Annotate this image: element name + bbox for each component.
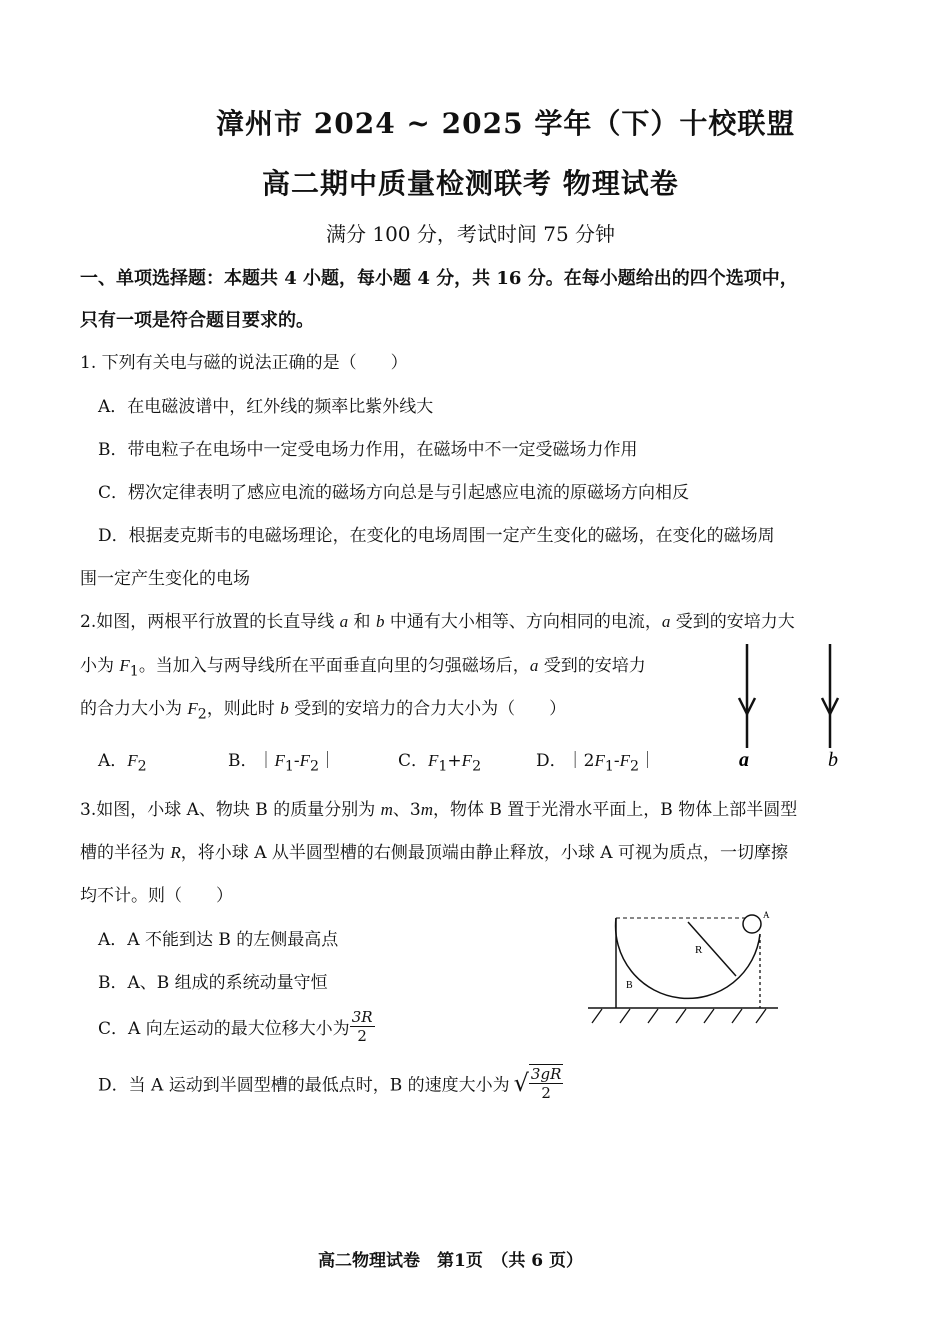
q2-option-d <box>536 746 656 774</box>
text: 中通有大小相等、方向相同的电流， <box>384 612 662 632</box>
var-f: F <box>127 751 138 770</box>
wire-label-b: b <box>828 749 838 771</box>
sub: 2 <box>630 758 640 775</box>
q3-stem-line-1 <box>80 795 797 820</box>
q3-option-d <box>98 1064 563 1102</box>
exam-info: 满分 100 分，考试时间 75 分钟 <box>326 222 616 246</box>
text: 、3 <box>392 800 421 820</box>
denominator: 2 <box>541 1084 551 1102</box>
text: ，则此时 <box>206 699 281 719</box>
sub: 1 <box>129 663 139 680</box>
q3-option-a: A．A 不能到达 B 的左侧最高点 <box>98 930 339 950</box>
var-a: a <box>339 612 349 631</box>
text: ，物体 B 置于光滑水平面上，B 物体上部半圆型 <box>433 800 798 820</box>
ground-hatching <box>592 1009 766 1023</box>
text: 受到的安培力 <box>538 656 646 676</box>
text: 3.如图，小球 A、物块 B 的质量分别为 <box>80 800 381 820</box>
q2-stem-line-3 <box>80 694 566 722</box>
q1-option-d-line-2: 围一定产生变化的电场 <box>80 569 250 589</box>
var-r: R <box>170 843 181 862</box>
numerator: 3gR <box>530 1065 562 1083</box>
fraction-3gr-over-2 <box>529 1064 563 1102</box>
q1-option-a: A．在电磁波谱中，红外线的频率比紫外线大 <box>98 397 434 417</box>
var-b: b <box>375 612 385 631</box>
q3-option-b: B．A、B 组成的系统动量守恒 <box>98 973 328 993</box>
q2-option-a <box>98 746 147 774</box>
sub: 1 <box>438 758 448 775</box>
q3-stem-line-2 <box>80 838 788 863</box>
text: 的合力大小为 <box>80 699 188 719</box>
label: C． <box>398 751 429 771</box>
q1-option-b: B．带电粒子在电场中一定受电场力作用，在磁场中不一定受磁场力作用 <box>98 440 638 460</box>
sub: 1 <box>604 758 614 775</box>
title-line-1: 漳州市 2024 ~ 2025 学年（下）十校联盟 <box>216 107 796 140</box>
var-f: F <box>187 699 198 718</box>
minus: - <box>613 751 620 771</box>
text: 槽的半径为 <box>80 843 171 863</box>
q1-stem: 1. 下列有关电与磁的说法正确的是（ ） <box>80 353 408 373</box>
q2-wires-figure <box>720 636 870 772</box>
wire-label-a: a <box>739 749 749 771</box>
text: 和 <box>348 612 376 632</box>
q1-option-d-line-1: D．根据麦克斯韦的电磁场理论，在变化的电场周围一定产生变化的磁场，在变化的磁场周 <box>98 526 775 546</box>
var-f: F <box>461 751 473 770</box>
plus: + <box>447 751 462 771</box>
var-f: F <box>119 656 130 675</box>
semicircle-groove <box>616 918 760 998</box>
text: D．当 A 运动到半圆型槽的最低点时，B 的速度大小为 <box>98 1075 510 1096</box>
q3-option-c <box>98 1008 375 1045</box>
q2-option-b <box>228 746 336 774</box>
var-f: F <box>299 751 311 770</box>
sub: 2 <box>472 758 482 775</box>
q3-stem-line-3: 均不计。则（ ） <box>80 886 233 906</box>
sub: 2 <box>310 758 320 775</box>
q3-groove-figure <box>582 906 782 1032</box>
bar: ｜ <box>319 751 337 771</box>
page-footer: 高二物理试卷 第1页 （共 6 页） <box>318 1251 583 1271</box>
text: ，将小球 A 从半圆型槽的右侧最顶端由静止释放，小球 A 可视为质点，一切摩擦 <box>180 843 788 863</box>
var-b: b <box>280 699 289 718</box>
label-radius-r: R <box>695 944 703 956</box>
text: 小为 <box>80 656 120 676</box>
label: D．｜2 <box>536 751 595 771</box>
var-f: F <box>274 751 285 770</box>
var-f: F <box>619 751 630 770</box>
text: 受到的安培力的合力大小为（ ） <box>288 699 567 719</box>
numerator: 3R <box>351 1008 373 1026</box>
q2-stem-line-1 <box>80 607 795 632</box>
title-line-2: 高二期中质量检测联考 物理试卷 <box>262 167 679 200</box>
label-ball-a: A <box>763 910 770 920</box>
q1-option-c: C．楞次定律表明了感应电流的磁场方向总是与引起感应电流的原磁场方向相反 <box>98 483 690 503</box>
var-a: a <box>661 612 671 631</box>
sub: 1 <box>284 758 294 775</box>
denominator: 2 <box>357 1027 367 1045</box>
text: 受到的安培力大 <box>670 612 795 632</box>
text: 。当加入与两导线所在平面垂直向里的匀强磁场后， <box>138 656 530 676</box>
var-m: m <box>380 800 393 819</box>
text: C．A 向左运动的最大位移大小为 <box>98 1019 350 1039</box>
var-f: F <box>594 751 605 770</box>
section-heading-line-2: 只有一项是符合题目要求的。 <box>80 310 314 331</box>
label: A． <box>98 751 128 771</box>
var-a: a <box>529 656 539 675</box>
ball-a <box>743 915 761 933</box>
var-m: m <box>420 800 433 819</box>
label-block-b: B <box>626 980 633 991</box>
q2-stem-line-2 <box>80 651 646 679</box>
fraction-3r-over-2 <box>350 1008 375 1045</box>
q2-option-c <box>398 746 481 774</box>
text: 2.如图，两根平行放置的长直导线 <box>80 612 340 632</box>
minus: - <box>293 751 300 771</box>
section-heading-line-1: 一、单项选择题：本题共 4 小题，每小题 4 分，共 16 分。在每小题给出的四个选项中， <box>80 268 798 289</box>
sqrt-icon: √ <box>513 1069 529 1097</box>
bar: ｜ <box>639 751 657 771</box>
sub: 2 <box>197 706 207 723</box>
var-f: F <box>428 751 439 770</box>
sub: 2 <box>137 758 147 775</box>
label: B．｜ <box>228 751 275 771</box>
